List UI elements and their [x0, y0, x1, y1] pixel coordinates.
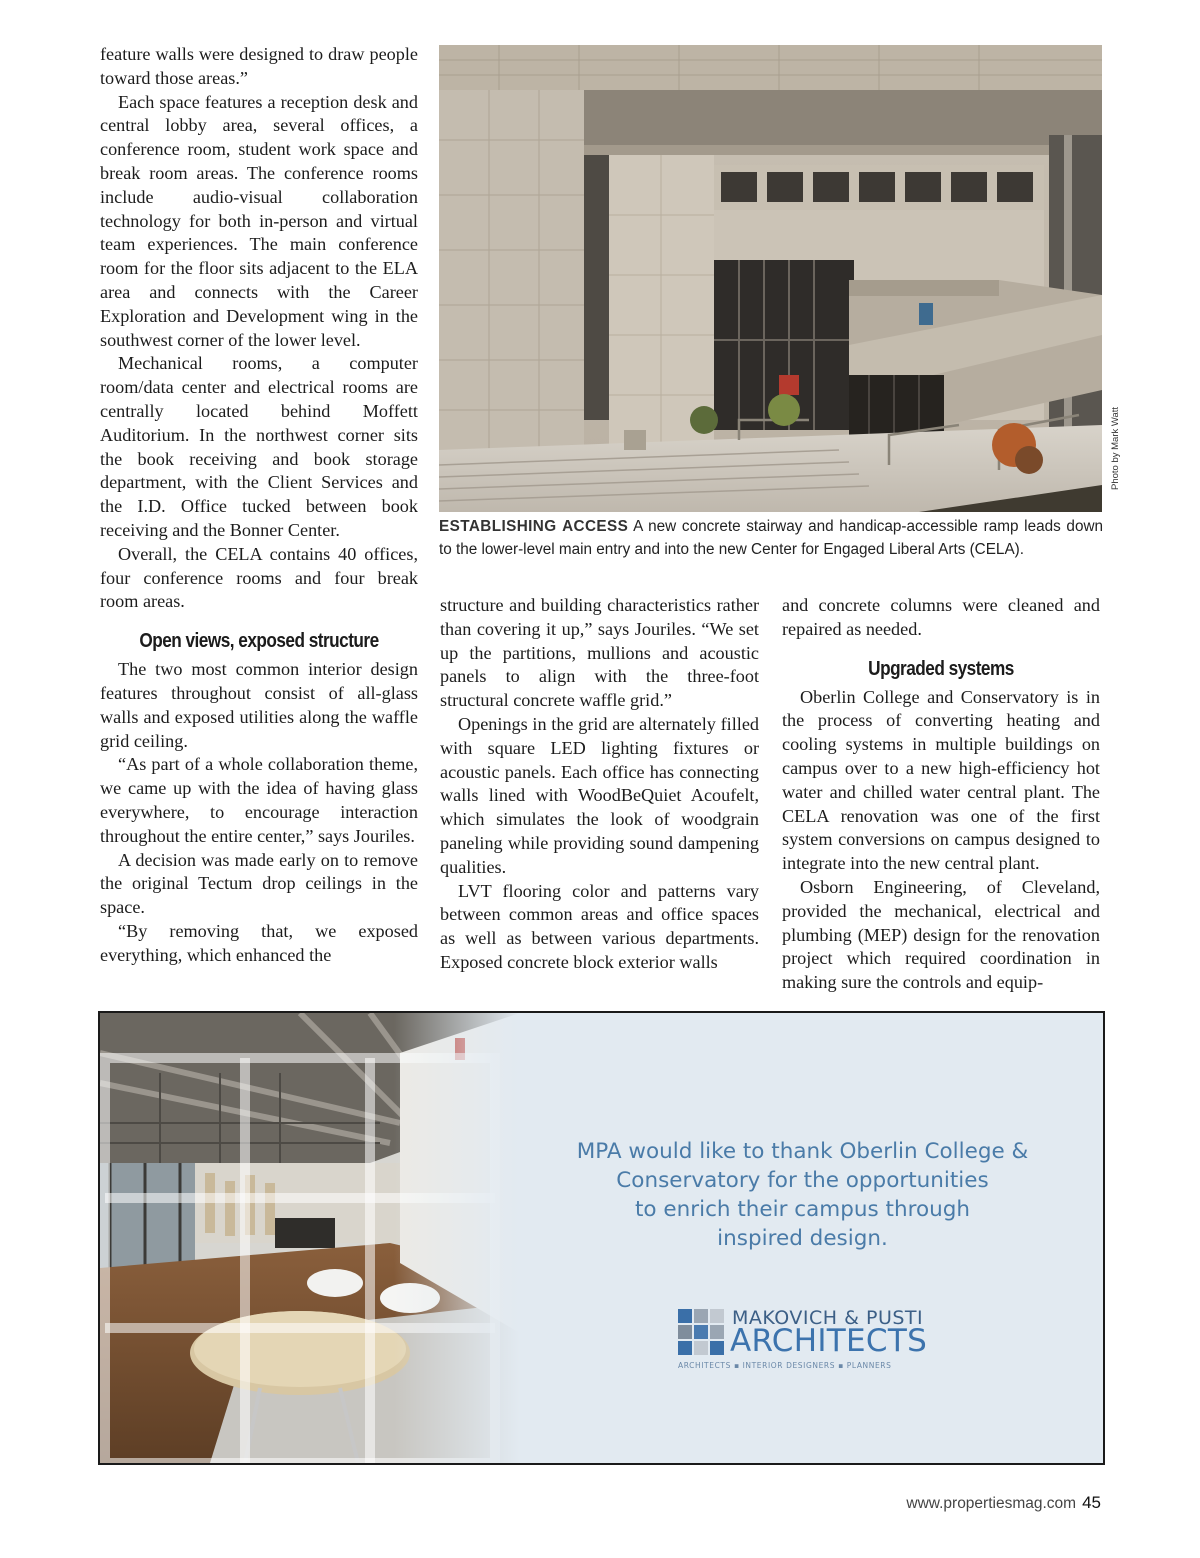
paragraph: and concrete columns were cleaned and repaired as needed. — [782, 595, 1100, 639]
firm-name-bottom: ARCHITECTS — [730, 1323, 928, 1359]
paragraph: LVT flooring color and patterns vary between common areas and office spaces as well as between various departments. Exposed concrete block exterior walls — [440, 880, 759, 972]
building-entrance-illustration — [439, 45, 1102, 512]
page-number: 45 — [1082, 1493, 1101, 1512]
paragraph: structure and building characteristics rather than covering it up,” says Jouriles. “We set up the partitions, mullions and acoustic panels to align with the three-foot structural concrete waffle grid.” — [440, 595, 759, 711]
section-heading: Open views, exposed structure — [139, 630, 379, 653]
paragraph: The two most common interior design features throughout consist of all-glass walls and exposed utilities along the waffle grid ceiling. — [100, 659, 418, 751]
paragraph: A decision was made early on to remove the original Tectum drop ceilings in the space. — [100, 849, 418, 918]
mpa-advertisement — [98, 1011, 1105, 1465]
caption-lead: ESTABLISHING ACCESS — [439, 518, 629, 535]
paragraph: Osborn Engineering, of Cleveland, provided the mechanical, electrical and plumbing (MEP) design for the renovation project which required coordination in making sure the controls and equip- — [782, 876, 1100, 993]
ad-message — [530, 1137, 1075, 1253]
paragraph: Each space features a reception desk and central lobby area, several offices, a conference room, student work space and break room areas. The conference rooms include audio-visual collaboration technology for both in-person and virtual team experiences. The main conference room for the floor sits adjacent to the ELA area and connects with the Career Exploration and Development wing in the southwest corner of the lower level. — [100, 91, 418, 350]
paragraph: “By removing that, we exposed everything, which enhanced the — [100, 920, 418, 965]
building-entrance-photo — [439, 45, 1102, 512]
page-footer — [906, 1493, 1101, 1513]
caption-text: A new concrete stairway and handicap-accessible ramp leads down to the lower-level main entry and into the new Center for Engaged Liberal Arts (CELA). — [439, 518, 1104, 558]
article-column-2 — [440, 594, 759, 975]
firm-name-top: MAKOVICH & PUSTI — [732, 1307, 924, 1329]
footer-url: www.propertiesmag.com — [906, 1495, 1077, 1512]
mpa-logo-grid-icon — [678, 1309, 724, 1355]
section-heading: Upgraded systems — [868, 657, 1014, 680]
paragraph: Openings in the grid are alternately filled with square LED lighting fixtures or acoustic panels. Each office has connecting walls lined with WoodBeQuiet Acoufelt, which simulates the look of woodgrain paneling while providing sound dampening qualities. — [440, 713, 759, 877]
photo-credit: Photo by Mark Watt — [1110, 406, 1121, 490]
ad-message-line: inspired design. — [717, 1226, 888, 1251]
paragraph: Mechanical rooms, a computer room/data center and electrical rooms are centrally located behind Moffett Auditorium. In the northwest corner sits the book receiving and book storage department, with the Client Services and the I.D. Office tucked between book receiving and the Bonner Center. — [100, 353, 418, 540]
ad-message-line: to enrich their campus through — [634, 1197, 971, 1222]
paragraph: “As part of a whole collaboration theme, we came up with the idea of having glass everywhere, to encourage interaction throughout the entire center,” says Jouriles. — [100, 754, 418, 846]
ad-message-line: Conservatory for the opportunities — [616, 1168, 989, 1193]
article-column-1 — [100, 43, 418, 967]
interior-photo — [100, 1013, 520, 1463]
paragraph: Oberlin College and Conservatory is in the process of converting heating and cooling systems in multiple buildings on campus over to a new high-efficiency hot water and chilled water central plant. The CELA renovation was one of the first system conversions on campus designed to integrate into the new central plant. — [782, 686, 1100, 874]
firm-tagline: ARCHITECTS ▪ INTERIOR DESIGNERS ▪ PLANNERS — [678, 1361, 892, 1370]
paragraph: Overall, the CELA contains 40 offices, four conference rooms and four break room areas. — [100, 543, 418, 612]
photo-caption — [439, 515, 1103, 561]
article-column-3 — [782, 594, 1100, 995]
ad-message-line: MPA would like to thank Oberlin College & — [576, 1139, 1029, 1164]
paragraph: feature walls were designed to draw people toward those areas.” — [100, 44, 418, 88]
mpa-logo — [678, 1309, 978, 1369]
